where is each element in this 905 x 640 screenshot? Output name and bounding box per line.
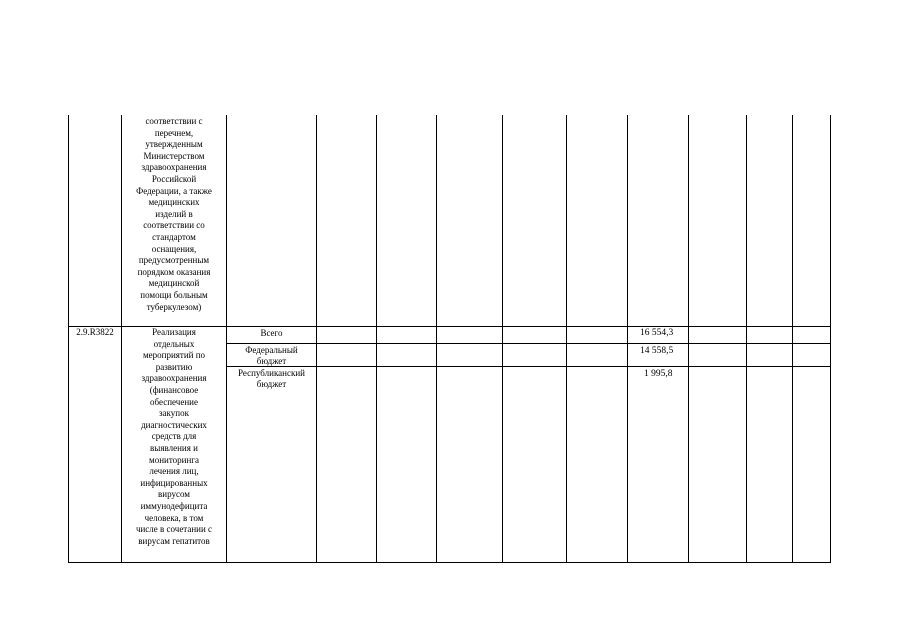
table-column-divider <box>688 115 689 563</box>
table-column-divider <box>792 115 793 563</box>
source-label-total: Всего <box>260 328 283 338</box>
source-value-federal: 14 558,5 <box>640 346 674 356</box>
table-row-divider <box>226 343 831 344</box>
row-code: 2.9.R3822 <box>76 327 114 337</box>
table-row-divider <box>226 366 831 367</box>
table-border-right <box>830 115 831 563</box>
table-border-bottom <box>68 562 831 563</box>
table-column-divider <box>436 115 437 563</box>
source-label-federal: Федеральный бюджет <box>245 345 298 366</box>
continuation-description: соответствии с перечнем, утвержденным Министерством здравоохранения Российской Федерации, а также медицинских изделий в соответствии со стандартом оснащения, предусмотренным порядком оказания медицинской помощи больным туберкулезом) <box>136 116 212 312</box>
table-column-divider <box>627 115 628 563</box>
table-column-divider <box>502 115 503 563</box>
source-label-republican: Республиканский бюджет <box>237 368 305 389</box>
table-column-divider <box>226 115 227 563</box>
source-value-republican: 1 995,8 <box>644 369 673 379</box>
table-column-divider <box>316 115 317 563</box>
table-column-divider <box>746 115 747 563</box>
table-border-left <box>68 115 69 563</box>
row-description: Реализация отдельных мероприятий по развитию здравоохранения (финансовое обеспечение закупок диагностических средств для выявления и мониторинга лечения лиц, инфицированных вирусом иммунодефицита человека, в том числе в сочетании с вирусам гепатитов <box>135 327 213 546</box>
source-value-total: 16 554,3 <box>640 328 674 338</box>
table-column-divider <box>566 115 567 563</box>
table-column-divider <box>376 115 377 563</box>
